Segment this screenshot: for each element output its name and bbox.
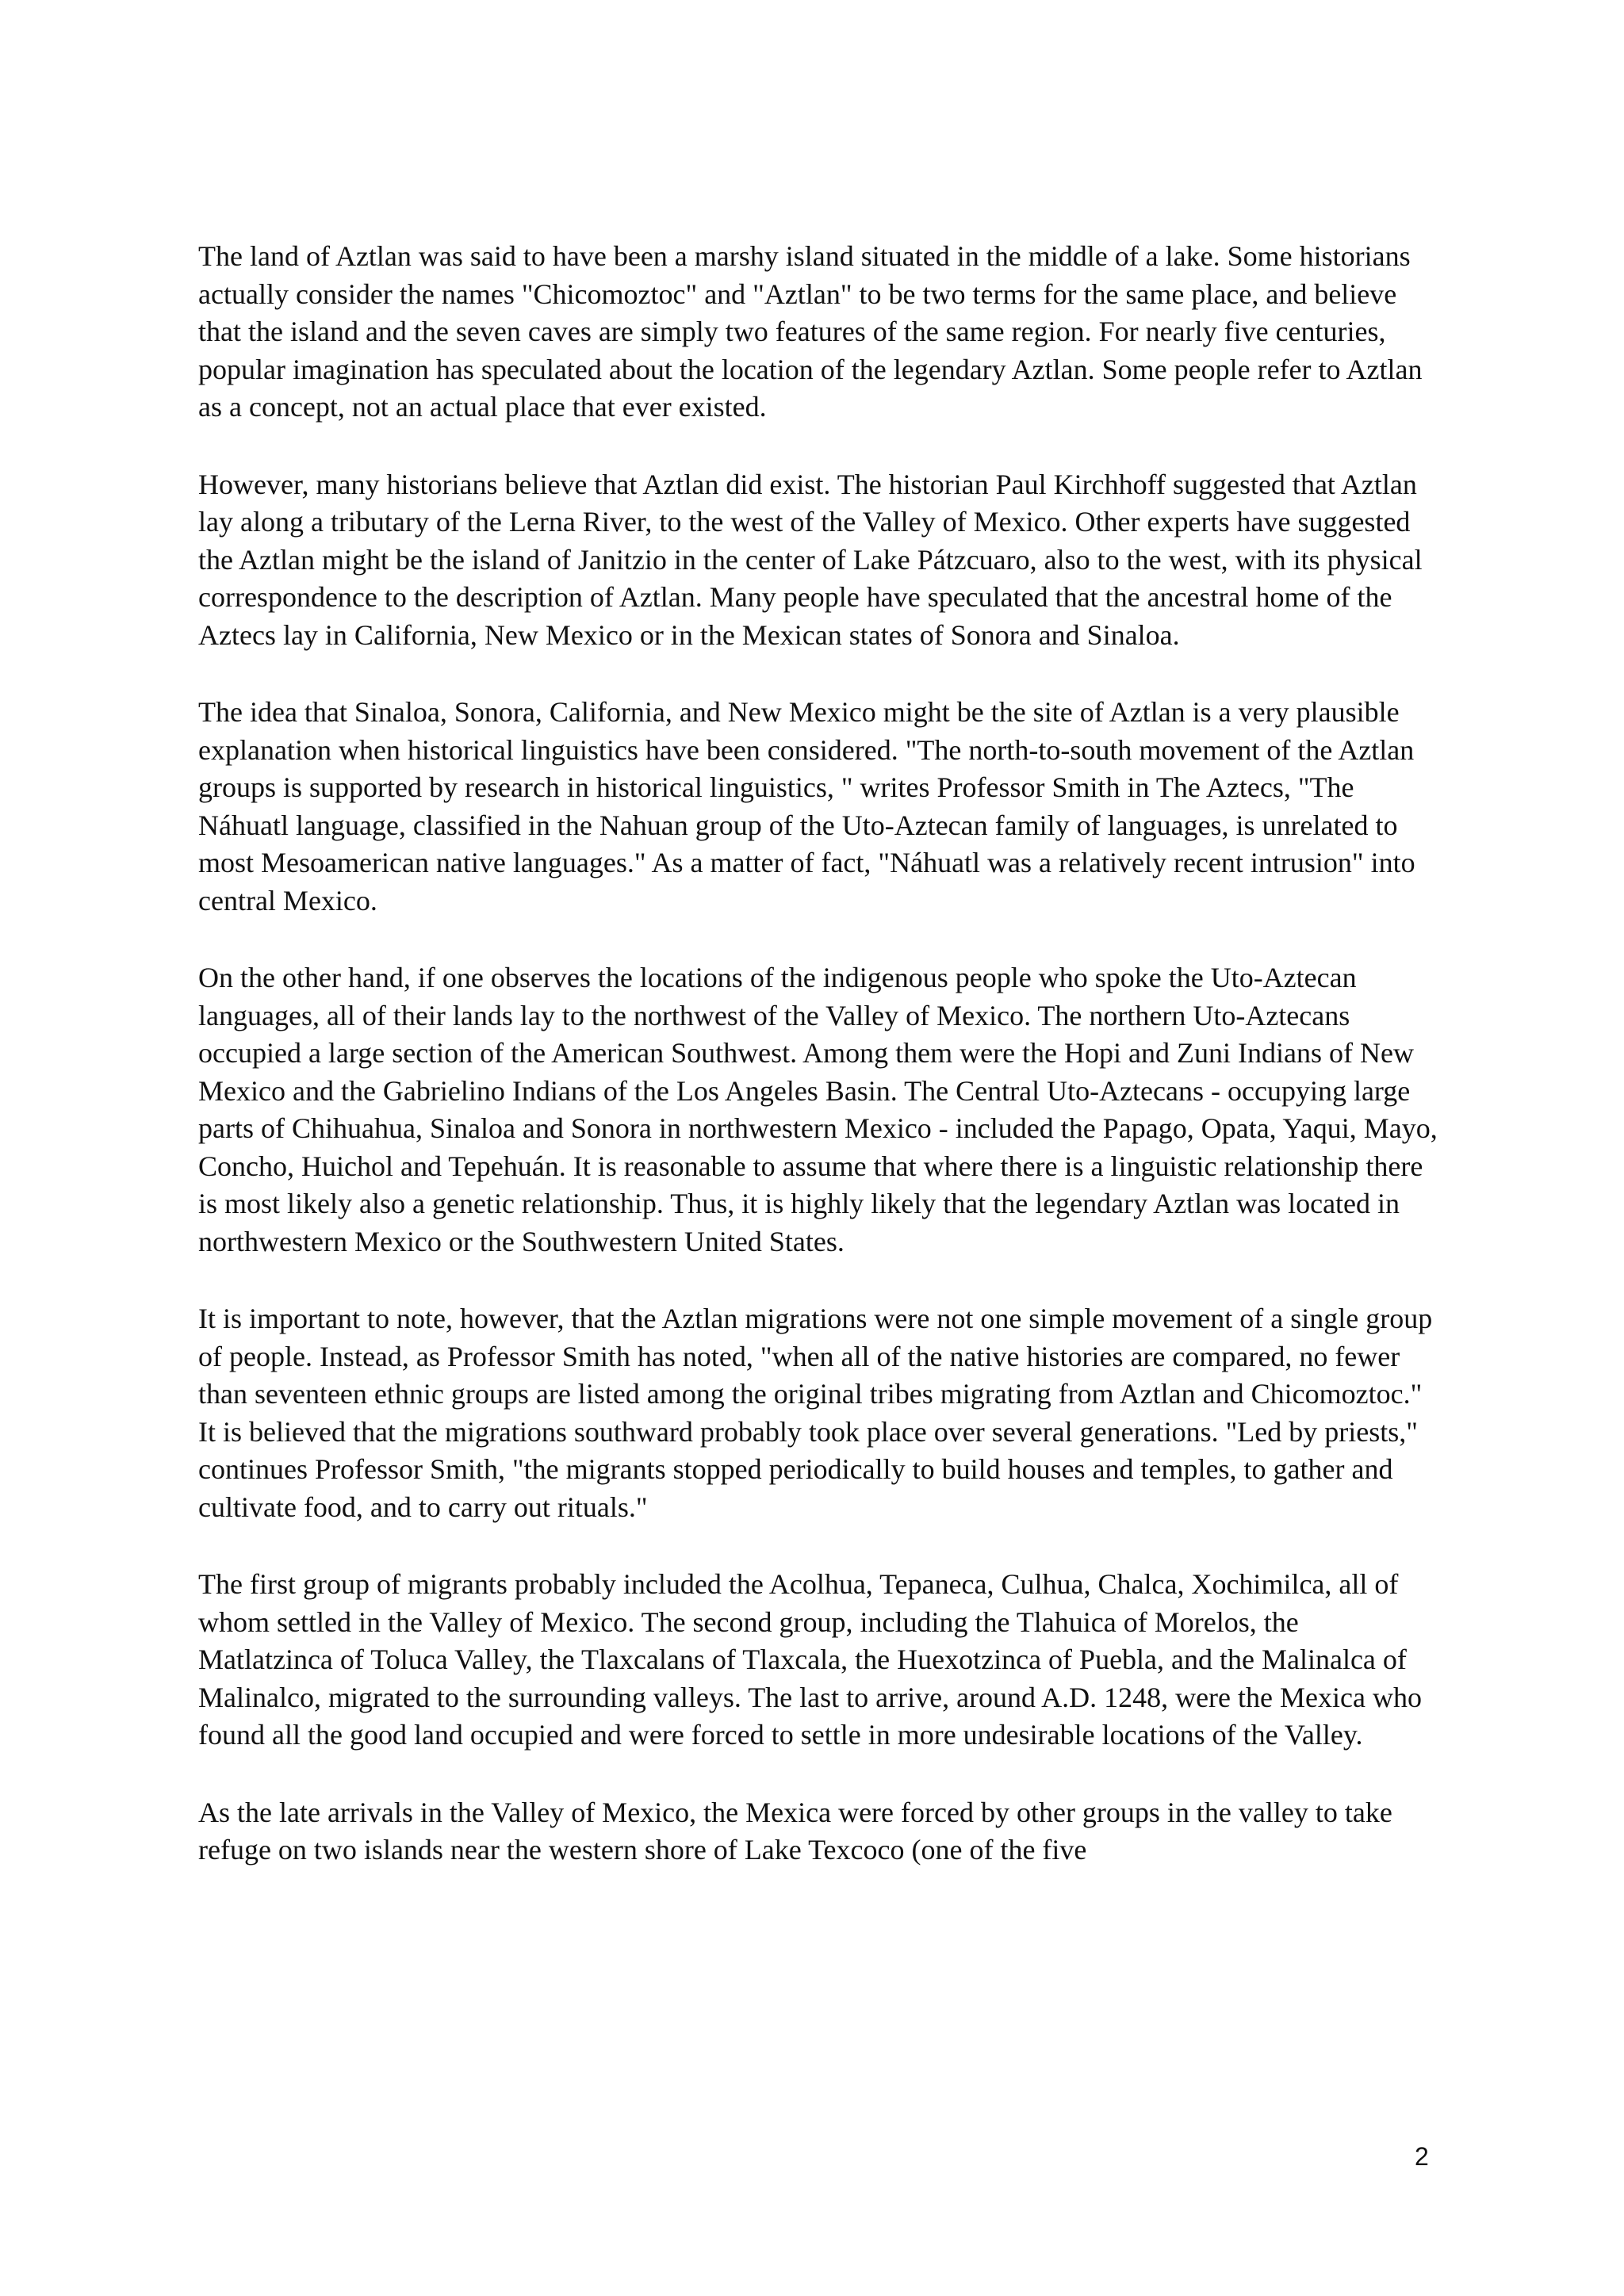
- paragraph-1: The land of Aztlan was said to have been a marshy island situated in the middle of a lake. Some historians actually consider the names "Chicomoztoc" and "Aztlan" to be two terms for the same place, and believe that the island and the seven caves are simply two features of the same region. For nearly five centuries, popular imagination has speculated about the location of the legendary Aztlan. Some people refer to Aztlan as a concept, not an actual place that ever existed.: [198, 240, 1423, 423]
- paragraph-6: The first group of migrants probably included the Acolhua, Tepaneca, Culhua, Chalca, Xochimilca, all of whom settled in the Valley of Mexico. The second group, including the Tlahuica of Morelos, the Matlatzinca of Toluca Valley, the Tlaxcalans of Tlaxcala, the Huexotzinca of Puebla, and the Malinalca of Malinalco, migrated to the surrounding valleys. The last to arrive, around A.D. 1248, were the Mexica who found all the good land occupied and were forced to settle in more undesirable locations of the Valley.: [198, 1568, 1422, 1751]
- paragraph-7: As the late arrivals in the Valley of Mexico, the Mexica were forced by other groups in the valley to take refuge on two islands near the western shore of Lake Texcoco (one of the five: [198, 1796, 1392, 1866]
- page-number: 2: [1415, 2142, 1429, 2171]
- document-body: [198, 238, 1439, 1909]
- paragraph-4: On the other hand, if one observes the locations of the indigenous people who spoke the Uto-Aztecan languages, all of their lands lay to the northwest of the Valley of Mexico. The northern Uto-Aztecans occupied a large section of the American Southwest. Among them were the Hopi and Zuni Indians of New Mexico and the Gabrielino Indians of the Los Angeles Basin. The Central Uto-Aztecans - occupying large parts of Chihuahua, Sinaloa and Sonora in northwestern Mexico - included the Papago, Opata, Yaqui, Mayo, Concho, Huichol and Tepehuán. It is reasonable to assume that where there is a linguistic relationship there is most likely also a genetic relationship. Thus, it is highly likely that the legendary Aztlan was located in northwestern Mexico or the Southwestern United States.: [198, 962, 1438, 1257]
- paragraph-2: However, many historians believe that Aztlan did exist. The historian Paul Kirchhoff suggested that Aztlan lay along a tributary of the Lerna River, to the west of the Valley of Mexico. Other experts have suggested the Aztlan might be the island of Janitzio in the center of Lake Pátzcuaro, also to the west, with its physical correspondence to the description of Aztlan. Many people have speculated that the ancestral home of the Aztecs lay in California, New Mexico or in the Mexican states of Sonora and Sinaloa.: [198, 468, 1423, 651]
- paragraph-3: The idea that Sinaloa, Sonora, California, and New Mexico might be the site of Aztlan is a very plausible explanation when historical linguistics have been considered. "The north-to-south movement of the Aztlan groups is supported by research in historical linguistics, " writes Professor Smith in The Aztecs, "The Náhuatl language, classified in the Nahuan group of the Uto-Aztecan family of languages, is unrelated to most Mesoamerican native languages." As a matter of fact, "Náhuatl was a relatively recent intrusion" into central Mexico.: [198, 696, 1415, 916]
- paragraph-5: It is important to note, however, that the Aztlan migrations were not one simple movement of a single group of people. Instead, as Professor Smith has noted, "when all of the native histories are compared, no fewer than seventeen ethnic groups are listed among the original tribes migrating from Aztlan and Chicomoztoc." It is believed that the migrations southward probably took place over several generations. "Led by priests," continues Professor Smith, "the migrants stopped periodically to build houses and temples, to gather and cultivate food, and to carry out rituals.": [198, 1303, 1433, 1523]
